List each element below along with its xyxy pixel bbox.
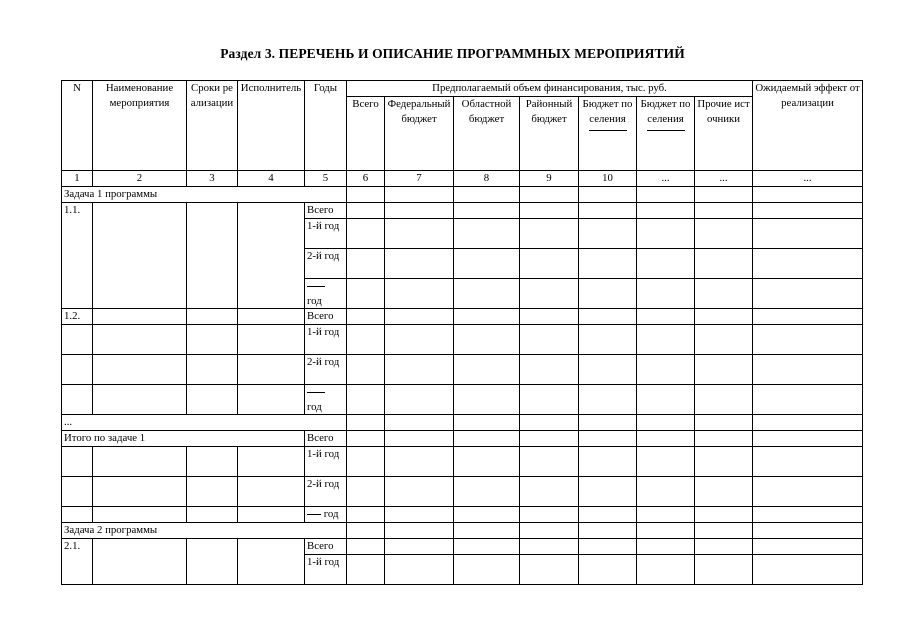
col-number: ... <box>695 171 753 187</box>
table-row <box>62 431 863 447</box>
item-number: 1.2. <box>62 309 93 325</box>
table-row <box>62 309 863 325</box>
header-n: N <box>62 81 93 171</box>
section-row-task1 <box>62 187 863 203</box>
program-activities-table <box>61 80 863 585</box>
table-row <box>62 385 863 415</box>
header-total: Всего <box>347 97 385 171</box>
section-label: Задача 1 программы <box>62 187 347 203</box>
header-regional: Областной бюджет <box>454 97 520 171</box>
year-cell: 1-й год <box>305 219 347 249</box>
year-cell: 2-й год <box>305 249 347 279</box>
blank-line <box>589 130 627 131</box>
col-number: 3 <box>187 171 238 187</box>
col-number: ... <box>753 171 863 187</box>
total-label: Итого по задаче 1 <box>62 431 305 447</box>
header-effect: Ожидаемый эффект от реализации <box>753 81 863 171</box>
item-number: 1.1. <box>62 203 93 309</box>
ellipsis-row <box>62 415 863 431</box>
header-federal: Федеральный бюджет <box>385 97 454 171</box>
table-row <box>62 325 863 355</box>
header-district: Районный бюджет <box>520 97 579 171</box>
header-row <box>62 81 863 97</box>
table-row <box>62 477 863 507</box>
col-number: ... <box>637 171 695 187</box>
year-cell: 1-й год <box>305 325 347 355</box>
year-cell: 1-й год <box>305 447 347 477</box>
header-name: Наименование мероприятия <box>93 81 187 171</box>
column-numbers-row <box>62 171 863 187</box>
year-cell: год <box>305 385 347 415</box>
year-cell: 2-й год <box>305 355 347 385</box>
table-row <box>62 203 863 219</box>
year-cell: Всего <box>305 539 347 555</box>
blank-line <box>647 130 685 131</box>
col-number: 5 <box>305 171 347 187</box>
ellipsis-label: ... <box>62 415 347 431</box>
page-title: Раздел 3. ПЕРЕЧЕНЬ И ОПИСАНИЕ ПРОГРАММНЫХ МЕРОПРИЯТИЙ <box>220 46 685 61</box>
header-other: Прочие источники <box>695 97 753 171</box>
col-number: 8 <box>454 171 520 187</box>
header-settlement-2: Бюджет поселения <box>637 97 695 171</box>
year-cell: 2-й год <box>305 477 347 507</box>
section-row-task2 <box>62 523 863 539</box>
table-row <box>62 355 863 385</box>
year-cell: год <box>305 507 347 523</box>
header-years: Годы <box>305 81 347 171</box>
year-cell: 1-й год <box>305 555 347 585</box>
year-cell: Всего <box>305 431 347 447</box>
col-number: 9 <box>520 171 579 187</box>
header-settlement-1: Бюджет поселения <box>579 97 637 171</box>
col-number: 6 <box>347 171 385 187</box>
col-number: 10 <box>579 171 637 187</box>
table-row <box>62 447 863 477</box>
table-row <box>62 539 863 555</box>
col-number: 1 <box>62 171 93 187</box>
col-number: 4 <box>238 171 305 187</box>
year-cell: год <box>305 279 347 309</box>
section-label: Задача 2 программы <box>62 523 347 539</box>
col-number: 2 <box>93 171 187 187</box>
col-number: 7 <box>385 171 454 187</box>
year-cell: Всего <box>305 203 347 219</box>
table-row <box>62 507 863 523</box>
header-funding: Предполагаемый объем финансирования, тыс. руб. <box>347 81 753 97</box>
header-executor: Исполнитель <box>238 81 305 171</box>
year-cell: Всего <box>305 309 347 325</box>
header-term: Сроки реализации <box>187 81 238 171</box>
item-number: 2.1. <box>62 539 93 585</box>
